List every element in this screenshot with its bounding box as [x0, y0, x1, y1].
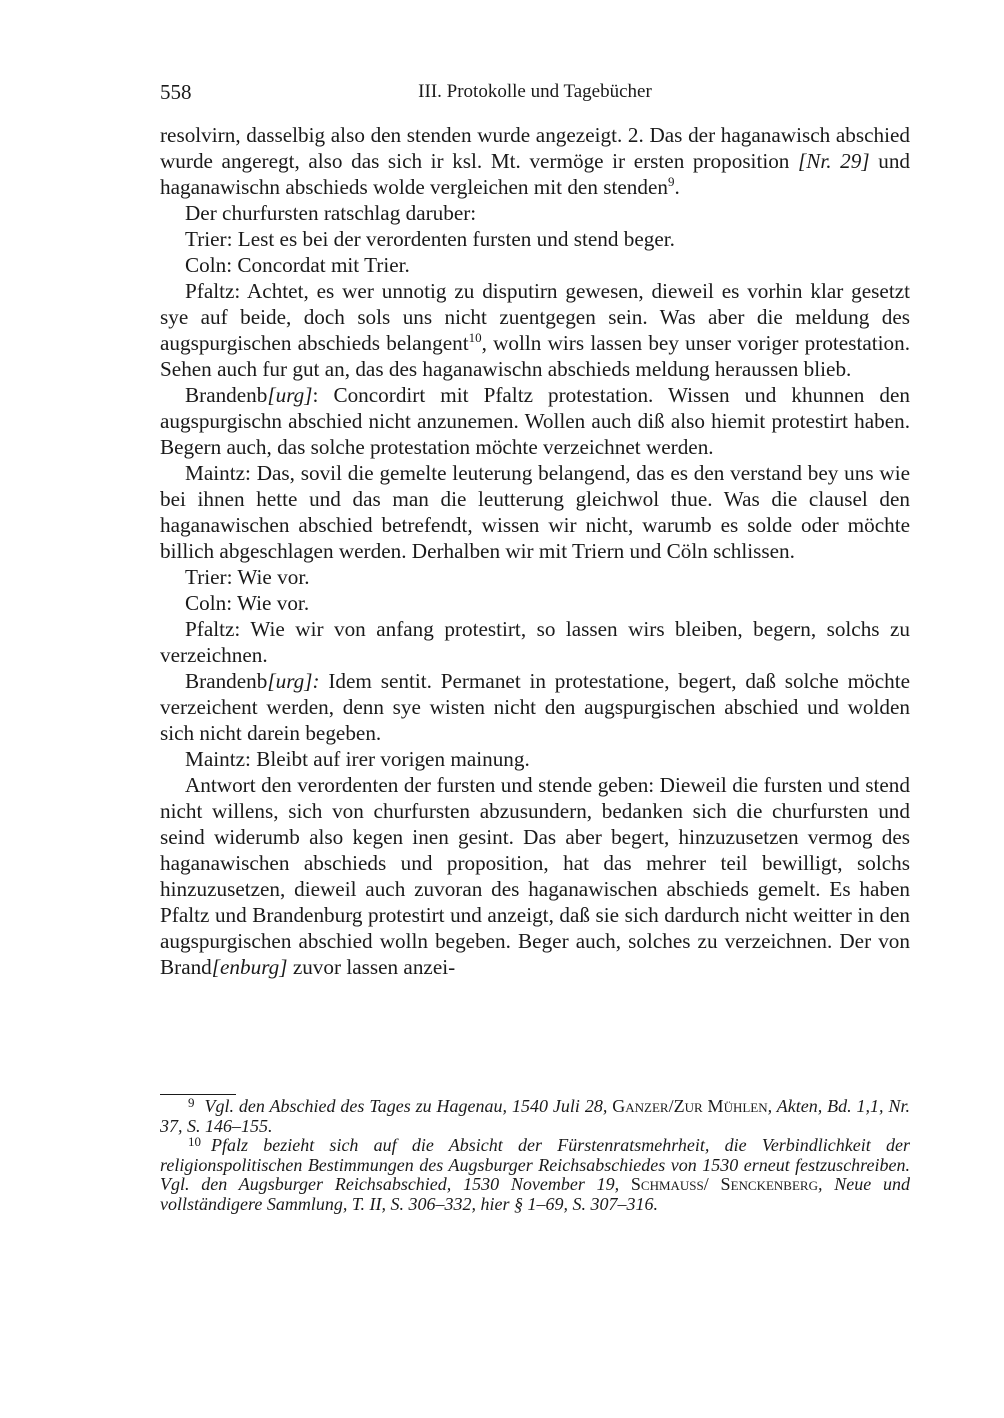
author-names: Schmauss/ Senckenberg — [630, 1174, 818, 1194]
footnote-ref[interactable]: 10 — [468, 330, 482, 345]
running-head-title: III. Protokolle und Tagebücher — [418, 81, 652, 102]
editorial-insertion: [enburg] — [211, 955, 288, 979]
paragraph: Der churfursten ratschlag daruber: — [185, 201, 477, 225]
footnotes — [160, 1097, 910, 1214]
footnote-ref[interactable]: 9 — [667, 174, 675, 189]
footnote-rule — [160, 1094, 236, 1095]
paragraph: Brandenb[urg]: Idem sentit. Permanet in protestatione, begert, daß solche möchte verzeichent werden, denn sye wisten nicht den augspurgischen abschied und wolden sich nicht darein begeben. — [160, 669, 910, 745]
paragraph: Trier: Lest es bei der verordenten fursten und stend beger. — [185, 227, 675, 251]
paragraph: Brandenb[urg]: Concordirt mit Pfaltz protestation. Wissen und khunnen den augspurgischn abschied nicht anzunemen. Wollen auch diß also hiemit protestirt haben. Begern auch, das solche protestation möchte verzeichnet werden. — [160, 383, 910, 459]
footnote: $^{10}$ Pfalz bezieht sich auf die Absicht der Fürstenratsmehrheit, die Verbindlichkeit der religionspolitischen Bestimmungen des Augsburger Reichsabschiedes von 1530 erneut festzuschreiben. Vgl. den Augsburger Reichsabschied, 1530 November 19, Schmauss/ Senckenberg, Neue und vollständigere Sammlung, T. II, S. 306–332, hier § 1–69, S. 307–316. — [160, 1134, 910, 1214]
author-names: Ganzer/Zur Mühlen — [612, 1096, 768, 1116]
paragraph: Pfaltz: Achtet, es wer unnotig zu disputirn gewesen, dieweil es vorhin klar gesetzt sye auf beide, doch sols uns nicht zuentgegen sein. Was aber die meldung des augspurgischen abschieds belangent$^{10}$, wolln wirs lassen bey unser voriger protestation. Sehen auch fur gut an, das des haganawischn abschieds meldung heraussen blieb. — [160, 279, 910, 381]
footnote-number: 9 — [188, 1095, 195, 1110]
paragraph: Coln: Concordat mit Trier. — [185, 253, 410, 277]
editorial-insertion: [urg] — [267, 383, 313, 407]
paragraph: Maintz: Bleibt auf irer vorigen mainung. — [185, 747, 530, 771]
footnote-number: 10 — [188, 1134, 201, 1149]
paragraph: Coln: Wie vor. — [185, 591, 310, 615]
footnote: $^9$ Vgl. den Abschied des Tages zu Hagenau, 1540 Juli 28, Ganzer/Zur Mühlen, Akten, Bd. 1,1, Nr. 37, S. 146–155. — [160, 1095, 910, 1136]
running-head — [160, 78, 910, 106]
paragraph: Trier: Wie vor. — [185, 565, 310, 589]
paragraph: Pfaltz: Wie wir von anfang protestirt, so lassen wirs bleiben, begern, solchs zu verzeichnen. — [160, 617, 910, 667]
paragraph: Antwort den verordenten der fursten und stende geben: Dieweil die fursten und stend nicht willens, sich von churfursten abzusundern, bedanken sich die churfursten und seind widerumb also kegen inen gesint. Das aber begert, hinzuzusetzen vermog des haganawischen abschieds und proposition, hat das mehrer teil bewilligt, solchs hinzuzusetzen, dieweil auch zuvoran des haganawischen abschieds gemelt. Es haben Pfaltz und Brandenburg protestirt und anzeigt, daß sie sich dardurch nicht weitter in den augspurgischen abschied wolln begeben. Beger auch, solches zu verzeichnen. Der von Brand[enburg] zuvor lassen anzei- — [160, 773, 910, 979]
page-number: 558 — [160, 80, 192, 104]
editorial-insertion: [urg]: — [267, 669, 320, 693]
body-text — [160, 122, 910, 980]
document-reference: [Nr. 29] — [798, 149, 870, 173]
paragraph: Maintz: Das, sovil die gemelte leuterung belangend, das es den verstand bey uns wie bei ihnen hette und das man die leutterung gleichwol thue. Was die clausel den haganawischen abschied betrefendt, wissen wir nicht, warumb es solde oder möchte billich abgeschlagen werden. Derhalben wir mit Triern und Cöln schlissen. — [160, 461, 910, 563]
paragraph: resolvirn, dasselbig also den stenden wurde angezeigt. 2. Das der haganawisch abschied wurde angeregt, also das sich ir ksl. Mt. vermöge ir ersten proposition [Nr. 29] und haganawischn abschieds wolde vergleichen mit den stenden$^9$. — [160, 123, 911, 199]
